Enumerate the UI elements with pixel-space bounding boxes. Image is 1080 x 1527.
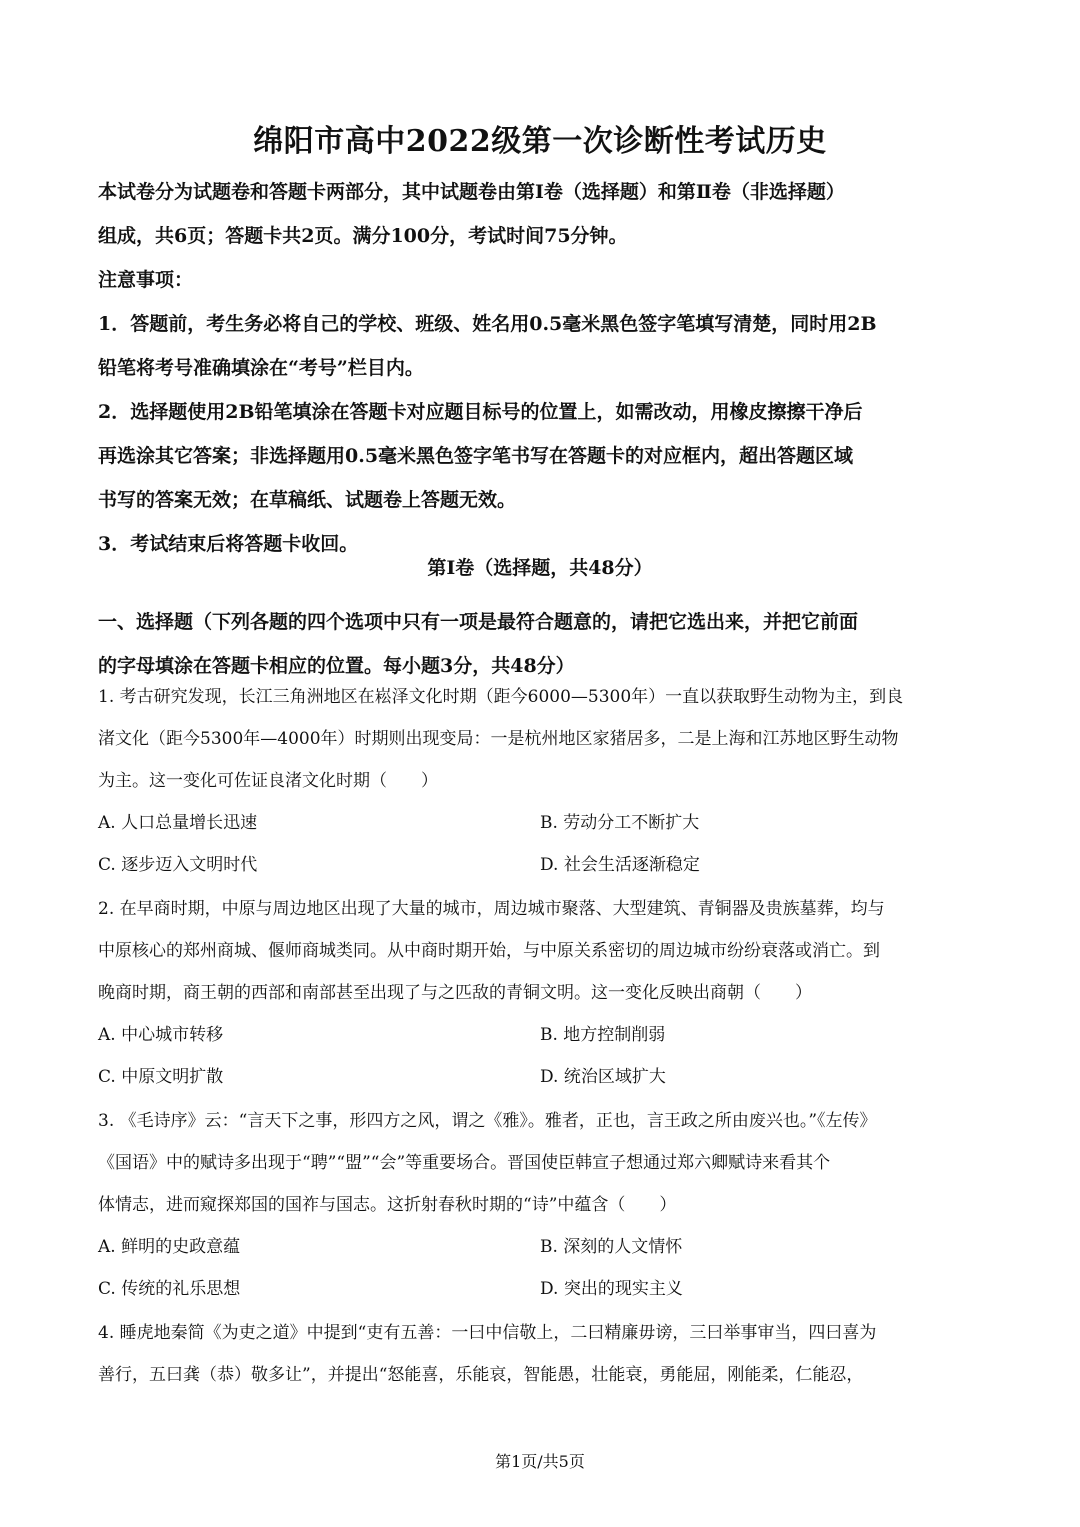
option-d[interactable]: D. 突出的现实主义 [540, 1279, 683, 1299]
notice-item-1: 1．答题前，考生务必将自己的学校、班级、姓名用0.5毫米黑色签字笔填写清楚，同时用2B [98, 313, 877, 335]
question-text: 体情志，进而窥探郑国的国祚与国志。这折射春秋时期的“诗”中蕴含（ ） [98, 1195, 677, 1215]
option-c[interactable]: C. 传统的礼乐思想 [98, 1279, 241, 1299]
question-1 [98, 676, 988, 802]
exam-title: 绵阳市高中2022级第一次诊断性考试历史 [253, 124, 827, 159]
option-a[interactable]: A. 鲜明的史政意蕴 [98, 1237, 241, 1257]
exam-instructions [98, 170, 988, 566]
option-b[interactable]: B. 深刻的人文情怀 [540, 1237, 683, 1257]
intro-line: 组成，共6页；答题卡共2页。满分100分，考试时间75分钟。 [98, 225, 628, 247]
question-text: 中原核心的郑州商城、偃师商城类同。从中商时期开始，与中原关系密切的周边城市纷纷衰落或消亡。到 [98, 941, 880, 961]
notice-item-2-cont: 书写的答案无效；在草稿纸、试题卷上答题无效。 [98, 489, 517, 511]
section-instr-line: 一、选择题（下列各题的四个选项中只有一项是最符合题意的，请把它选出来，并把它前面 [98, 611, 859, 633]
question-text: 晚商时期，商王朝的西部和南部甚至出现了与之匹敌的青铜文明。这一变化反映出商朝（ ） [98, 983, 812, 1003]
question-text: 善行，五曰龚（恭）敬多让”，并提出“怒能喜，乐能哀，智能愚，壮能衰，勇能屈，刚能柔，仁能忍， [98, 1365, 864, 1385]
question-text: 2. 在早商时期，中原与周边地区出现了大量的城市，周边城市聚落、大型建筑、青铜器及贵族墓葬，均与 [98, 899, 885, 919]
option-b[interactable]: B. 劳动分工不断扩大 [540, 813, 700, 833]
option-c[interactable]: C. 逐步迈入文明时代 [98, 855, 258, 875]
question-text: 4. 睡虎地秦简《为吏之道》中提到“吏有五善：一曰中信敬上，二曰精廉毋谤，三曰举事审当，四曰喜为 [98, 1323, 877, 1343]
option-a[interactable]: A. 中心城市转移 [98, 1025, 224, 1045]
notice-item-2: 2．选择题使用2B铅笔填涂在答题卡对应题目标号的位置上，如需改动，用橡皮擦擦干净后 [98, 401, 863, 423]
notice-item-2-cont: 再选涂其它答案；非选择题用0.5毫米黑色签字笔书写在答题卡的对应框内，超出答题区域 [98, 445, 854, 467]
question-text: 《国语》中的赋诗多出现于“聘”“盟”“会”等重要场合。晋国使臣韩宣子想通过郑六卿赋诗来看其个 [98, 1153, 831, 1173]
notice-heading: 注意事项： [98, 269, 194, 291]
question-3 [98, 1100, 988, 1226]
option-a[interactable]: A. 人口总量增长迅速 [98, 813, 258, 833]
option-b[interactable]: B. 地方控制削弱 [540, 1025, 666, 1045]
option-d[interactable]: D. 社会生活逐渐稳定 [540, 855, 700, 875]
option-d[interactable]: D. 统治区域扩大 [540, 1067, 666, 1087]
option-c[interactable]: C. 中原文明扩散 [98, 1067, 224, 1087]
question-2 [98, 888, 988, 1014]
section-instr-line: 的字母填涂在答题卡相应的位置。每小题3分，共48分） [98, 655, 575, 677]
notice-item-1-cont: 铅笔将考号准确填涂在“考号”栏目内。 [98, 357, 424, 379]
intro-line: 本试卷分为试题卷和答题卡两部分，其中试题卷由第Ⅰ卷（选择题）和第Ⅱ卷（非选择题） [98, 181, 845, 203]
question-text: 为主。这一变化可佐证良渚文化时期（ ） [98, 771, 438, 791]
notice-item-3: 3．考试结束后将答题卡收回。 [98, 533, 359, 555]
section-title: 第Ⅰ卷（选择题，共48分） [427, 557, 653, 579]
question-text: 3. 《毛诗序》云：“言天下之事，形四方之风，谓之《雅》。雅者，正也，言王政之所由废兴也。”《左传》 [98, 1111, 877, 1131]
question-text: 1. 考古研究发现，长江三角洲地区在崧泽文化时期（距今6000—5300年）一直以获取野生动物为主，到良 [98, 687, 904, 707]
question-4 [98, 1312, 988, 1396]
question-text: 渚文化（距今5300年—4000年）时期则出现变局：一是杭州地区家猪居多，二是上海和江苏地区野生动物 [98, 729, 899, 749]
page-number: 第1页/共5页 [495, 1452, 585, 1471]
section-instructions [98, 600, 988, 688]
